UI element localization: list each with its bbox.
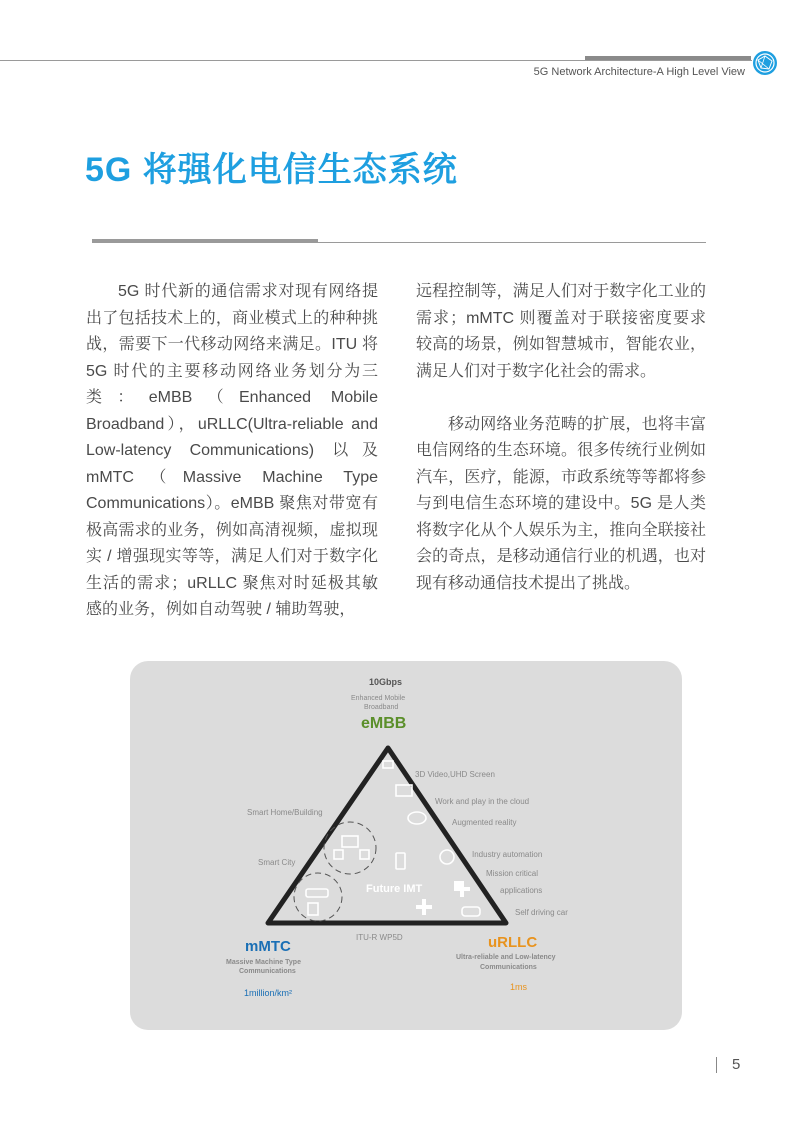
usecase-mission-1: Mission critical	[486, 869, 539, 878]
globe-small-icon	[440, 850, 454, 864]
embb-label: eMBB	[361, 715, 407, 732]
home-circle	[324, 822, 376, 874]
mmtc-metric: 1million/km²	[244, 988, 293, 998]
future-imt-label: Future IMT	[366, 883, 423, 895]
usecase-cloud: Work and play in the cloud	[435, 797, 530, 806]
urllc-subtitle-1: Ultra-reliable and Low-latency	[456, 954, 556, 961]
screen-icon	[342, 836, 358, 847]
embb-subtitle-2: Broadband	[364, 704, 399, 711]
page-number: 5	[732, 1056, 741, 1073]
plane-icon	[416, 899, 432, 915]
urllc-subtitle-2: Communications	[480, 964, 537, 971]
building-icon	[308, 903, 318, 915]
usecase-home: Smart Home/Building	[247, 808, 323, 817]
appliance-icon	[360, 850, 369, 859]
car-icon	[462, 907, 480, 916]
globe-logo-icon	[752, 50, 778, 76]
page-number-separator	[716, 1057, 717, 1073]
urllc-label: uRLLC	[488, 934, 538, 951]
house-icon	[334, 850, 343, 859]
vr-glasses-icon	[383, 761, 393, 768]
usecase-mission-2: applications	[500, 886, 543, 895]
left-column	[86, 279, 378, 624]
bus-icon	[306, 889, 328, 897]
page-title: 5G 将强化电信生态系统	[85, 151, 458, 189]
mmtc-label: mMTC	[245, 938, 291, 955]
right-paragraph-2: 移动网络业务范畴的扩展，也将丰富电信网络的生态环境。很多传统行业例如汽车，医疗，能源，市政系统等等都将参与到电信生态环境的建设中。5G 是人类将数字化从个人娱乐为主，推向全联接社会的奇点，是移动通信行业的机遇，也对现有移动通信技术提出了挑战。	[416, 415, 706, 592]
usecase-car: Self driving car	[515, 908, 568, 917]
phone-icon	[396, 853, 405, 869]
usecase-uhd: 3D Video,UHD Screen	[415, 770, 495, 779]
tv-icon	[396, 785, 412, 796]
mmtc-subtitle-1: Massive Machine Type	[226, 959, 301, 966]
gamepad-icon	[408, 812, 426, 824]
itu-wp5d-label: ITU-R WP5D	[356, 933, 403, 942]
running-title: 5G Network Architecture-A High Level View	[533, 66, 745, 78]
usecase-ar: Augmented reality	[452, 818, 517, 827]
usecase-industry: Industry automation	[472, 850, 543, 859]
header-rule	[0, 60, 752, 61]
embb-subtitle-1: Enhanced Mobile	[351, 695, 406, 702]
title-rule-accent	[92, 239, 318, 243]
right-paragraph-1: 远程控制等，满足人们对于数字化工业的需求；mMTC 则覆盖对于联接密度要求较高的场景，例如智慧城市，智能农业，满足人们对于数字化社会的需求。	[416, 283, 706, 380]
urllc-metric: 1ms	[510, 982, 528, 992]
plus-cross-icon-1	[454, 881, 470, 897]
mmtc-subtitle-2: Communications	[239, 968, 296, 975]
usecase-city: Smart City	[258, 858, 296, 867]
left-paragraph: 5G 时代新的通信需求对现有网络提出了包括技术上的，商业模式上的种种挑战，需要下一代移动网络来满足。ITU 将 5G 时代的主要移动网络业务划分为三类：eMBB（Enhanced Mobile Broadband），uRLLC(Ultra-reliable and Low-latency Communications) 以及 mMTC（Massive Machine Type Communications）。eMBB 聚焦对带宽有极高需求的业务，例如高清视频，虚拟现实 / 增强现实等等，满足人们对于数字化生活的需求；uRLLC 聚焦对时延极其敏感的业务，例如自动驾驶 / 辅助驾驶，	[86, 283, 378, 618]
5g-triangle-diagram	[130, 661, 682, 1030]
embb-metric: 10Gbps	[369, 677, 403, 687]
header-accent-bar	[585, 56, 751, 60]
right-column	[416, 279, 706, 597]
